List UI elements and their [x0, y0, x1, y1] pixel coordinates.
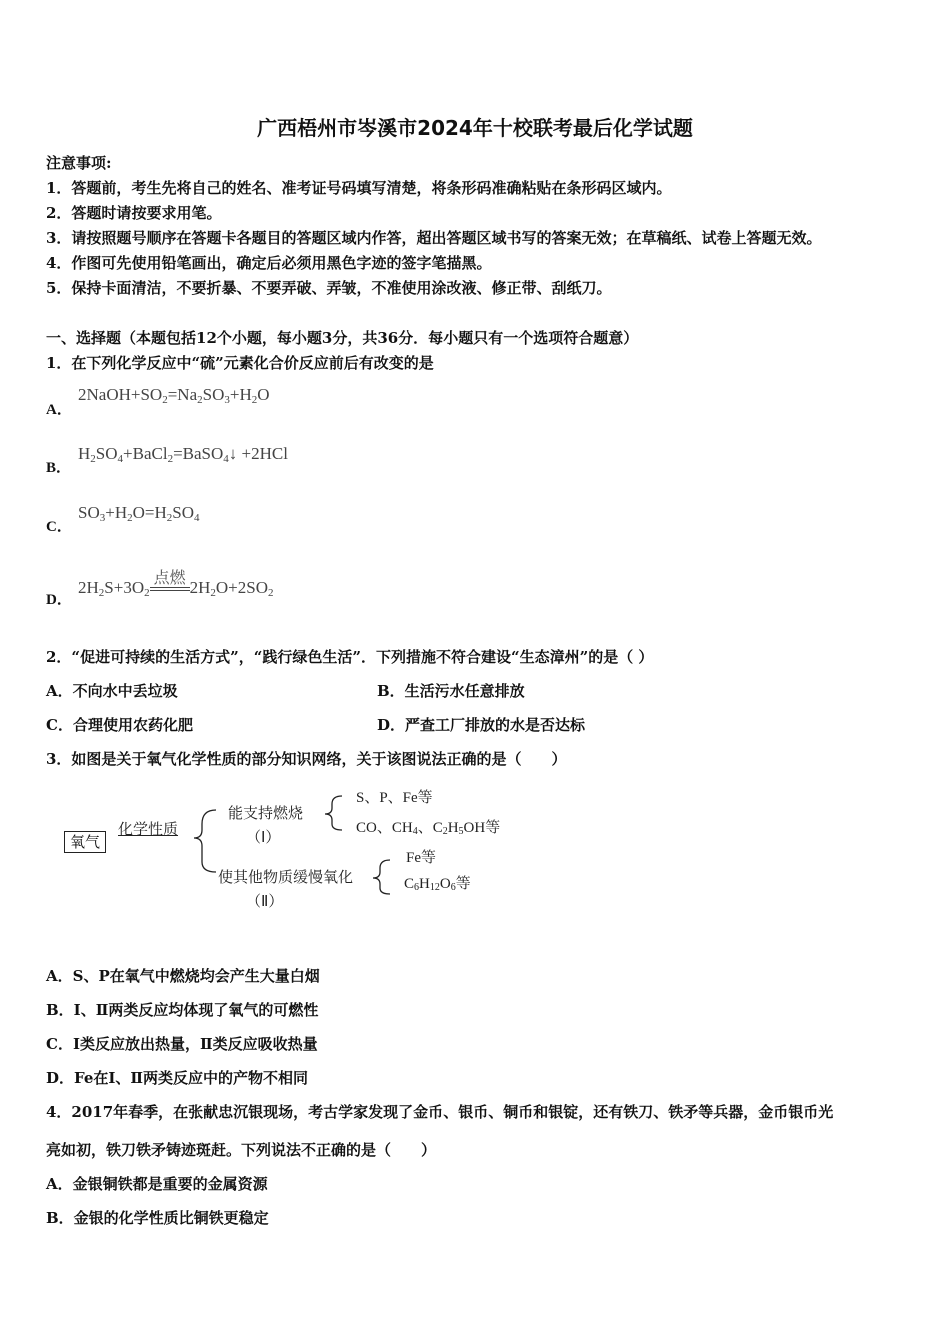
branch2-number: （Ⅱ） [246, 892, 284, 910]
q2-option-c: C．合理使用农药化肥 [46, 716, 193, 734]
diagram-brackets [60, 780, 540, 915]
q1-option-c-formula: $SO_3+H_2O=H_2SO_4$ [78, 503, 200, 524]
oxygen-box: 氧气 [64, 831, 106, 853]
notice-item: 2．答题时请按要求用笔。 [46, 204, 222, 222]
q3-option-d: D．Fe在Ⅰ、Ⅱ两类反应中的产物不相同 [46, 1069, 309, 1087]
q2-option-b: B．生活污水任意排放 [377, 682, 525, 700]
branch1-item-2: CO、$CH_4$、$C_2H_5OH$等 [356, 820, 501, 837]
q1-option-d-formula: $2H_2S+3O_2$ 点燃 $2H_2O+2SO_2$ [78, 568, 274, 599]
branch2-item-2: $C_6H_{12}O_6$等 [404, 876, 471, 893]
section-heading: 一、选择题（本题包括12个小题，每小题3分，共36分．每小题只有一个选项符合题意） [46, 329, 639, 347]
question-2-stem: 2．“促进可持续的生活方式”，“践行绿色生活”．下列措施不符合建设“生态漳州”的是（ ） [46, 648, 654, 666]
q1-option-a-formula: $2NaOH+SO_2=Na_2SO_3+H_2O$ [78, 385, 270, 406]
q3-option-b: B．Ⅰ、Ⅱ两类反应均体现了氧气的可燃性 [46, 1001, 319, 1019]
question-4-stem-line-2: 亮如初，铁刀铁矛铸迹斑赶。下列说法不正确的是（ ） [46, 1141, 437, 1159]
q1-option-c-label: C． [46, 519, 72, 535]
notice-item: 3．请按照题号顺序在答题卡各题目的答题区域内作答，超出答题区域书写的答案无效；在草稿纸、试卷上答题无效。 [46, 229, 822, 247]
branch2-label: 使其他物质缓慢氧化 [218, 868, 354, 886]
q2-option-a: A．不向水中丢垃圾 [46, 682, 178, 700]
q4-option-a: A．金银铜铁都是重要的金属资源 [46, 1175, 268, 1193]
branch2-item-1: Fe等 [406, 850, 437, 866]
branch1-label: 能支持燃烧 [228, 804, 304, 822]
notice-heading: 注意事项: [46, 154, 112, 172]
question-1-stem: 1．在下列化学反应中“硫”元素化合价反应前后有改变的是 [46, 354, 434, 372]
q1-option-a-label: A． [46, 402, 72, 418]
notice-item: 5．保持卡面清洁，不要折暴、不要弄破、弄皱，不准使用涂改液、修正带、刮纸刀。 [46, 279, 612, 297]
chem-property-label: 化学性质 [118, 820, 179, 838]
q2-option-d: D．严查工厂排放的水是否达标 [377, 716, 586, 734]
main-brace [194, 810, 216, 872]
question-4-stem-line-1: 4．2017年春季，在张献忠沉银现场，考古学家发现了金币、银币、铜币和银锭，还有铁刀、铁矛等兵器，金币银币光 [46, 1103, 834, 1121]
question-3-stem: 3．如图是关于氧气化学性质的部分知识网络，关于该图说法正确的是（ ） [46, 750, 567, 768]
q1-option-d-label: D． [46, 592, 72, 608]
page-title: 广西梧州市岑溪市2024年十校联考最后化学试题 [257, 116, 693, 140]
branch1-item-1: S、P、Fe等 [356, 790, 433, 806]
branch2-brace [373, 860, 390, 894]
oxygen-knowledge-diagram [60, 780, 540, 915]
q1-option-b-label: B． [46, 460, 72, 476]
q1-option-b-formula: $H_2SO_4+BaCl_2=BaSO_4↓ +2HCl$ [78, 444, 288, 465]
reaction-condition: 点燃 [150, 587, 190, 599]
q3-option-c: C．Ⅰ类反应放出热量，Ⅱ类反应吸收热量 [46, 1035, 318, 1053]
branch1-brace [325, 796, 342, 830]
q3-option-a: A．S、P在氧气中燃烧均会产生大量白烟 [46, 967, 320, 985]
branch1-number: （Ⅰ） [246, 828, 281, 846]
q4-option-b: B．金银的化学性质比铜铁更稳定 [46, 1209, 269, 1227]
notice-item: 1．答题前，考生先将自己的姓名、准考证号码填写清楚，将条形码准确粘贴在条形码区域内。 [46, 179, 672, 197]
notice-item: 4．作图可先使用铅笔画出，确定后必须用黑色字迹的签字笔描黑。 [46, 254, 492, 272]
